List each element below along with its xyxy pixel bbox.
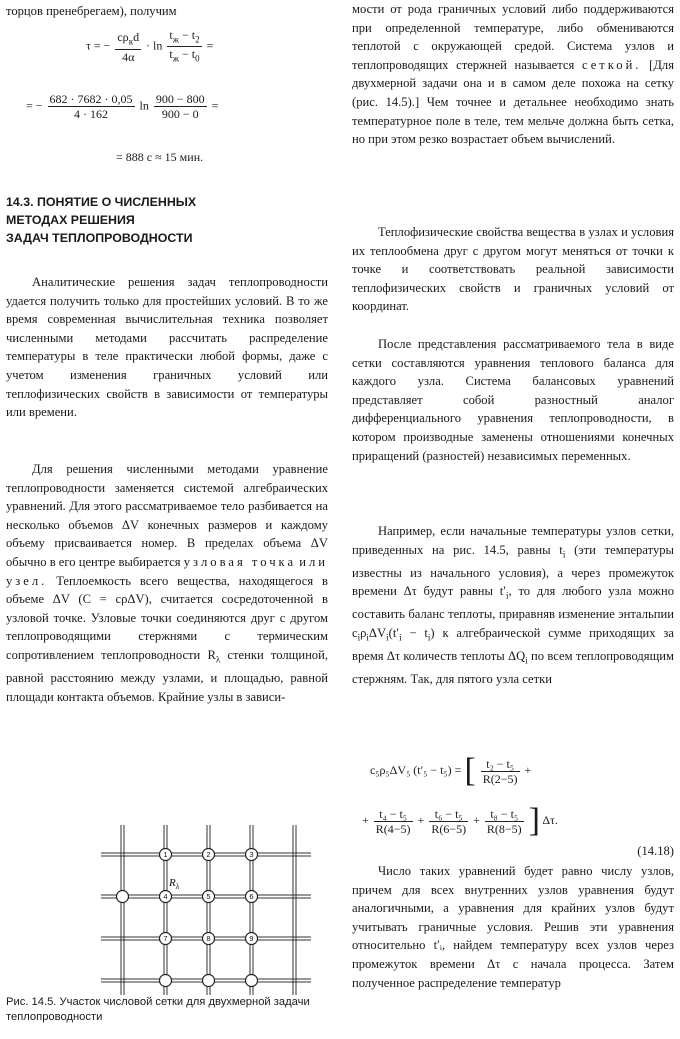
paragraph-continued: мости от рода граничных условий либо поддерживаются при определенной температуре, либо обмениваются теплотой с окружающей средой. Система узлов и теплопроводящих стержней называется сеткой. [Для двухмерной задачи она и в самом деле похожа на сетку (рис. 14.5).] Чем точнее и детальнее необходимо знать температурное поле в теле, тем мельче должна быть сетка, но при этом резко возрастает объем вычислений. — [352, 2, 674, 147]
section-heading: 14.3. ПОНЯТИЕ О ЧИСЛЕННЫХ МЕТОДАХ РЕШЕНИЯ ЗАДАЧ ТЕПЛОПРОВОДНОСТИ — [6, 195, 197, 245]
grid-node — [160, 975, 172, 987]
grid-node-number: 1 — [163, 850, 168, 859]
paragraph-solution: Число таких уравнений будет равно числу узлов, причем для всех внутренних узлов уравнения будут аналогичными, а уравнения для крайних узлов будут учитывать граничные условия. Решив эти уравнения относительно t′ᵢ, найдем температуру всех узлов через промежуток времени Δτ с начала процесса. Затем полученное распределение температур — [352, 864, 674, 990]
grid-node-number: 8 — [206, 934, 211, 943]
grid-node-number: 6 — [249, 892, 254, 901]
paragraph-numeric-methods: Для решения численными методами уравнение теплопроводности заменяется системой алгебраических уравнений. Для этого рассматриваемое тело разбивается на несколько объемов ΔV конечных размеров и каждому объему присваивается номер. В пределах объема ΔV обычно в его центре выбирается узловая точка или узел. Теплоемкость всего вещества, находящегося в объеме ΔV (C = cρΔV), считается сосредоточенной в узловой точке. Узловые точки соединяются друг с другом теплопроводящими стержнями с термическим сопротивлением теплопроводности $R_\lambda$ стенки толщиной, равной расстоянию между узлами, и площадью, равной площади контакта объемов. Крайние узлы в зависи- — [6, 462, 329, 704]
grid-resistance-label: $R_\lambda$ — [169, 877, 180, 891]
paragraph-properties: Теплофизические свойства вещества в узлах и условия их теплообмена друг с другом могут меняться от точки к точке и соответствовать реальной зависимости теплофизических свойств и граничных условий от координат. — [352, 225, 674, 314]
grid-figure — [101, 825, 311, 995]
grid-node-number: 5 — [206, 892, 211, 901]
grid-node — [246, 975, 258, 987]
figure-caption: Рис. 14.5. Участок числовой сетки для двухмерной задачи теплопроводности — [6, 996, 310, 1023]
formula-tau-symbolic: τ = − $\frac{c\rho_кd}{4\alpha}$ · ln $\frac{t_ж - t_2}{t_ж - t_0}$ = — [86, 28, 214, 64]
formula-tau-result: = 888 с ≈ 15 мин. — [116, 150, 204, 164]
grid-node — [203, 975, 215, 987]
grid-node-number: 4 — [163, 892, 168, 901]
formula-tau-numeric: = − $\frac{682 \cdot 7682 \cdot 0,05}{4 \cdot 162}$ ln $\frac{900 - 800}{900 - 0}$ = — [26, 92, 219, 121]
grid-node-number: 9 — [249, 934, 254, 943]
paragraph-analytic: Аналитические решения задач теплопроводности удается получить только для простейших условий. В то же время современная вычислительная техника позволяет численными методами рассчитать распределение температуры в теле практически любой формы, даже с учетом изменения граничных условий или теплофизических свойств в зависимости от температуры или времени. — [6, 275, 328, 420]
grid-node-number: 2 — [206, 850, 211, 859]
equation-number: (14.18) — [637, 844, 674, 858]
grid-node — [117, 891, 129, 903]
grid-node-number: 3 — [249, 850, 254, 859]
equation-14-18: c₅ρ₅ΔV₅ (t′₅ − t₅) = [ $\frac{\text{t₂ − t₅}}{R(2-5)}$ + + $\frac{\text{t₄ − t₅}}{R(4-5)}$ + $\frac{\text{t₆ − t₅}}{R(6-5)}$ + $\frac{\text{t₈ − t₅}}{R(8-5)}$ ] Δτ. — [362, 752, 558, 839]
paragraph-example: Например, если начальные температуры узлов сетки, приведенных на рис. 14.5, равны $t_i$ (эти температуры известны из начального условия), а через промежуток времени Δτ будут равны $t'_i$, то для любого узла можно составить баланс теплоты, приравняв изменение энтальпии $c_i\rho_i\Delta V_i(t'_i - t_i)$ к алгебраической сумме приходящих за время Δτ количеств теплоты $\Delta Q_i$ по всем теплопроводящим стержням. Так, для пятого узла сетки — [352, 524, 675, 687]
paragraph-balance: После представления рассматриваемого тела в виде сетки составляются уравнения теплового баланса для каждого узла. Система балансовых уравнений представляет собой разностный аналог дифференциального уравнения теплопроводности, в котором производные заменены отношениями конечных приращений (разностей) независимых переменных. — [352, 337, 674, 463]
intro-line: торцов пренебрегаем), получим — [6, 4, 177, 18]
grid-node-number: 7 — [163, 934, 168, 943]
